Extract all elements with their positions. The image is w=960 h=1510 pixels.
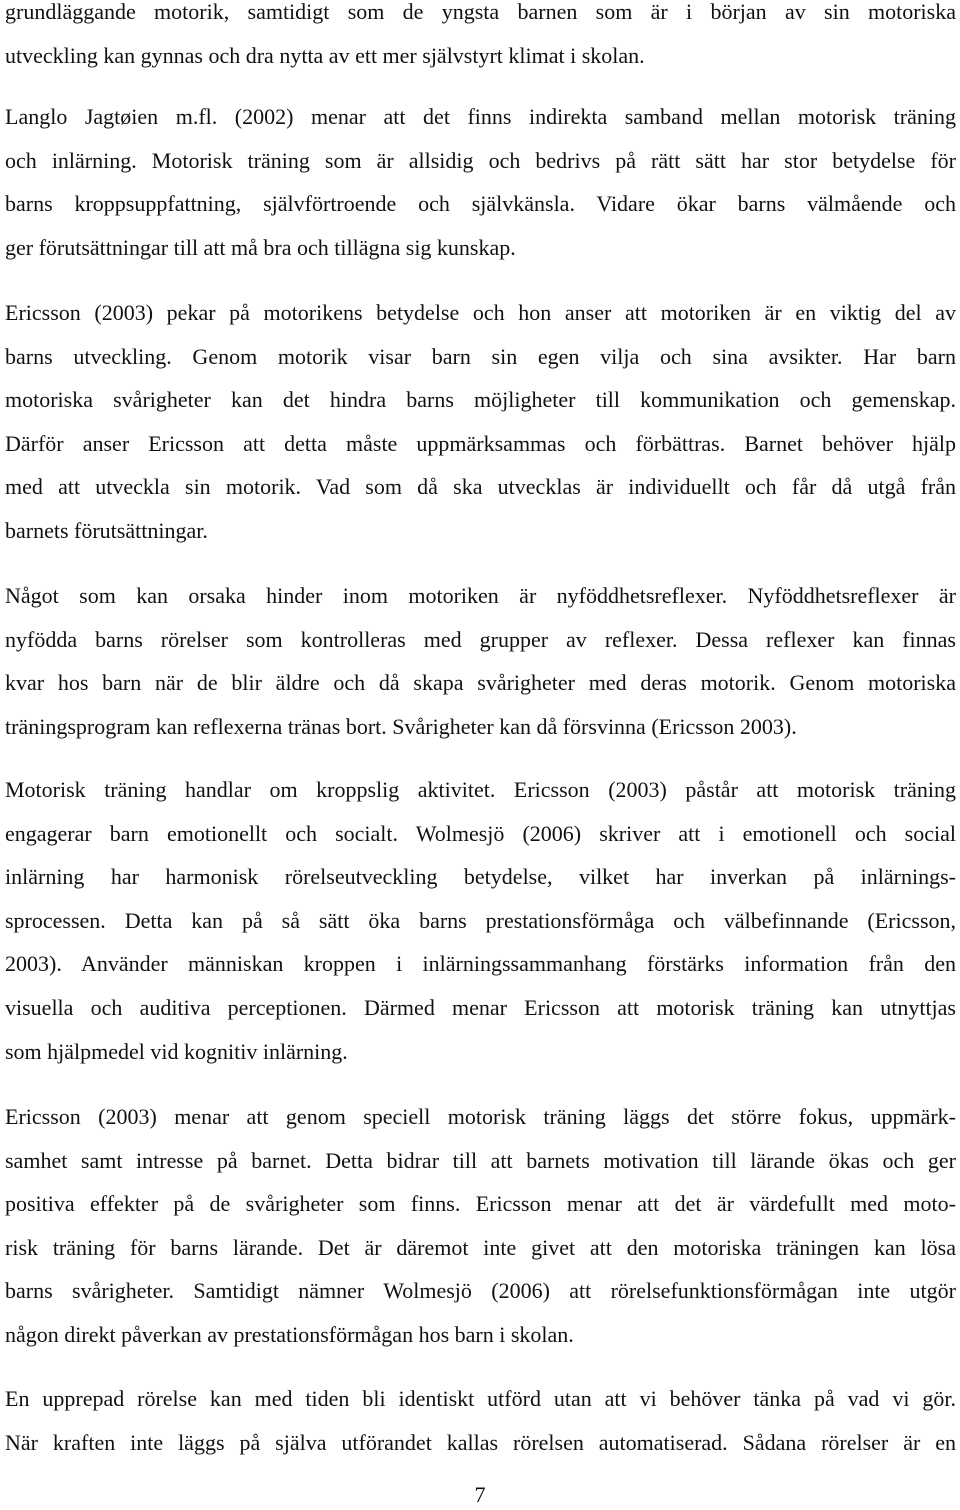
paragraph-5 [5, 768, 956, 1073]
text-line: visuella och auditiva perceptionen. Därmed menar Ericsson att motorisk träning kan utnyttjas [5, 994, 956, 1020]
text-line: 2003). Använder människan kroppen i inlärningssammanhang förstärks information från den [5, 951, 956, 977]
text-line: och inlärning. Motorisk träning som är allsidig och bedrivs på rätt sätt har stor betydelse för [5, 147, 956, 173]
text-line: motoriska svårigheter kan det hindra barns möjligheter till kommunikation och gemenskap. [5, 387, 956, 413]
paragraph-6 [5, 1095, 956, 1357]
text-line: Ericsson (2003) pekar på motorikens betydelse och hon anser att motoriken är en viktig del av [5, 300, 956, 325]
text-line: risk träning för barns lärande. Det är däremot inte givet att den motoriska träningen kan lösa [5, 1234, 956, 1260]
text-line: inlärning har harmonisk rörelseutveckling betydelse, vilket har inverkan på inlärnings- [5, 864, 956, 890]
text-line: sprocessen. Detta kan på så sätt öka barns prestationsförmåga och välbefinnande (Ericsson, [5, 907, 956, 933]
text-line: samhet samt intresse på barnet. Detta bidrar till att barnets motivation till lärande ökas och ger [5, 1147, 956, 1173]
text-line: barnets förutsättningar. [5, 517, 208, 543]
text-line: Något som kan orsaka hinder inom motoriken är nyföddhetsreflexer. Nyföddhetsreflexer är [5, 583, 956, 608]
paragraph-1 [5, 0, 956, 77]
paragraph-4 [5, 574, 956, 748]
text-line: med att utveckla sin motorik. Vad som då ska utvecklas är individuellt och får då utgå från [5, 474, 956, 500]
text-line: ger förutsättningar till att må bra och tillägna sig kunskap. [5, 234, 516, 260]
paragraph-3 [5, 291, 956, 553]
text-line: En upprepad rörelse kan med tiden bli identiskt utförd utan att vi behöver tänka på vad vi gör. [5, 1386, 956, 1411]
text-line: barns kroppsuppfattning, självförtroende och självkänsla. Vidare ökar barns välmående och [5, 191, 956, 217]
paragraph-2 [5, 95, 956, 269]
text-line: nyfödda barns rörelser som kontrolleras med grupper av reflexer. Dessa reflexer kan finnas [5, 626, 956, 652]
text-line: När kraften inte läggs på själva utförandet kallas rörelsen automatiserad. Sådana rörelser är en [5, 1429, 956, 1455]
text-line: träningsprogram kan reflexerna tränas bort. Svårigheter kan då försvinna (Ericsson 2003). [5, 713, 797, 739]
paragraph-7 [5, 1377, 956, 1464]
text-line: Langlo Jagtøien m.fl. (2002) menar att det finns indirekta samband mellan motorisk träning [5, 104, 956, 129]
text-line: engagerar barn emotionellt och socialt. Wolmesjö (2006) skriver att i emotionell och social [5, 820, 956, 846]
text-line: grundläggande motorik, samtidigt som de yngsta barnen som är i början av sin motoriska [5, 0, 956, 24]
text-line: Ericsson (2003) menar att genom speciell motorisk träning läggs det större fokus, uppmärk- [5, 1104, 956, 1129]
text-line: utveckling kan gynnas och dra nytta av ett mer självstyrt klimat i skolan. [5, 42, 645, 68]
text-line: som hjälpmedel vid kognitiv inlärning. [5, 1038, 348, 1064]
text-line: kvar hos barn när de blir äldre och då skapa svårigheter med deras motorik. Genom motoriska [5, 670, 956, 696]
text-line: Därför anser Ericsson att detta måste uppmärksammas och förbättras. Barnet behöver hjälp [5, 430, 956, 456]
text-line: positiva effekter på de svårigheter som finns. Ericsson menar att det är värdefullt med moto- [5, 1191, 956, 1217]
page-number: 7 [474, 1482, 486, 1507]
text-line: någon direkt påverkan av prestationsförmågan hos barn i skolan. [5, 1321, 574, 1347]
text-line: Motorisk träning handlar om kroppslig aktivitet. Ericsson (2003) påstår att motorisk träning [5, 777, 956, 802]
text-line: barns utveckling. Genom motorik visar barn sin egen vilja och sina avsikter. Har barn [5, 343, 956, 369]
text-line: barns svårigheter. Samtidigt nämner Wolmesjö (2006) att rörelsefunktionsförmågan inte utgör [5, 1278, 956, 1304]
